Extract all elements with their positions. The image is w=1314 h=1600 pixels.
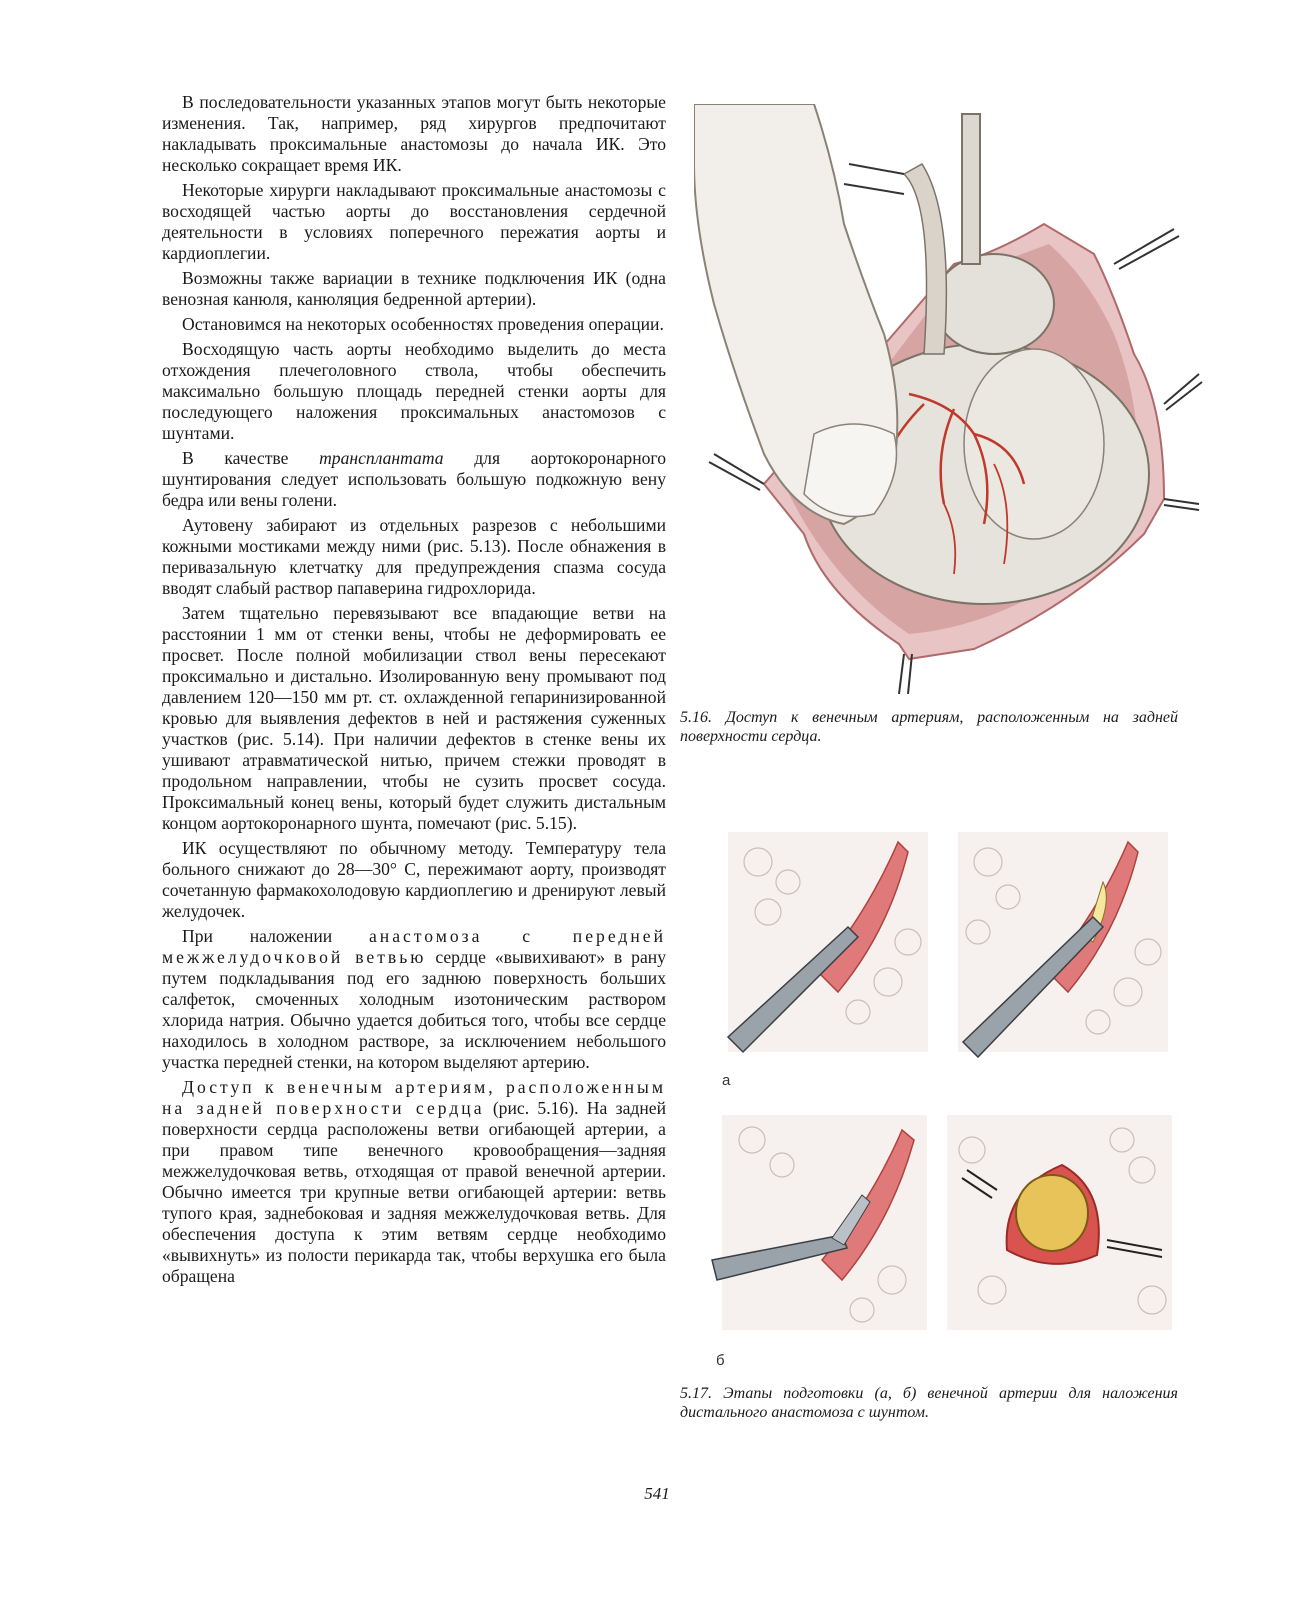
figure-caption: 5.16. Доступ к венечным артериям, расположенным на задней поверхности сердца. (680, 709, 1178, 745)
subfigure-label-a: а (722, 1072, 731, 1089)
subfigure-label-b: б (716, 1352, 725, 1369)
paragraph: В последовательности указанных этапов могут быть некоторые изменения. Так, например, ряд хирургов предпочитают накладывать проксимальные анастомозы до начала ИК. Это несколько сокращает время ИК. (162, 92, 666, 175)
paragraph: Остановимся на некоторых особенностях проведения операции. (182, 314, 664, 334)
figure-artery-preparation-b (702, 1110, 1188, 1340)
text-run: сердце «вывихивают» в рану путем подкладывания под его заднюю поверхность больших салфеток, смоченных холодным изотоническим раствором хлорида натрия. Обычно удается добиться того, чтобы все сердце находилось в холодном растворе, за исключением небольшого участка передней стенки, на котором выделяют артерию. (162, 947, 666, 1072)
paragraph: Аутовену забирают из отдельных разрезов с небольшими кожными мостиками между ними (рис. 5.13). После обнажения в перивазальную клетчатку для предупреждения спазма сосуда вводят слабый раствор папаверина гидрохлорида. (162, 515, 666, 598)
spaced-heading: Доступ к венечным артериям, расположенным на задней поверхности сердца (162, 1077, 666, 1118)
figure-heart-illustration (694, 104, 1214, 694)
body-text (162, 92, 666, 1291)
page-number: 541 (644, 1484, 670, 1503)
text-run: При наложении (182, 926, 369, 946)
figure-caption: 5.17. Этапы подготовки (а, б) венечной артерии для наложения дистального анастомоза с шунтом. (680, 1385, 1178, 1421)
italic-term: трансплантата (319, 448, 444, 468)
paragraph (162, 448, 666, 511)
text-run: для аортокоронарного шунтирования следует использовать большую подкожную вену бедра или вены голени. (162, 448, 666, 510)
paragraph: Восходящую часть аорты необходимо выделить до места отхождения плечеголовного ствола, чтобы обеспечить максимально большую площадь передней стенки аорты для последующего наложения проксимальных анастомозов с шунтами. (162, 339, 666, 443)
artery-incision-illustration-a (708, 822, 1188, 1072)
artery-incision-illustration-b (702, 1110, 1188, 1340)
paragraph: Затем тщательно перевязывают все впадающие ветви на расстоянии 1 мм от стенки вены, чтобы не деформировать ее просвет. После полной мобилизации ствол вены пересекают проксимально и дистально. Изолированную вену промывают под давлением 120—150 мм рт. ст. охлажденной гепаринизированной кровью для выявления дефектов в ней и растяжения суженных участков (рис. 5.14). При наличии дефектов в стенке вены их ушивают атравматической нитью, причем стежки проводят в продольном направлении, чтобы не сузить просвет сосуда. Проксимальный конец вены, который будет служить дистальным концом аортокоронарного шунта, помечают (рис. 5.15). (162, 603, 666, 833)
paragraph (162, 1077, 666, 1287)
paragraph: ИК осуществляют по обычному методу. Температуру тела больного снижают до 28—30° С, пережимают аорту, производят сочетанную фармакохолодовую кардиоплегию и дренируют левый желудочек. (162, 838, 666, 921)
paragraph (162, 926, 666, 1073)
figure-artery-preparation (708, 822, 1188, 1072)
spaced-term: анастомоза с передней межжелудочковой ветвью (162, 926, 666, 967)
paragraph: Возможны также вариации в технике подключения ИК (одна венозная канюля, канюляция бедренной артерии). (162, 268, 666, 309)
heart-surgery-illustration (694, 104, 1214, 694)
paragraph: Некоторые хирурги накладывают проксимальные анастомозы с восходящей частью аорты до восстановления сердечной деятельности в условиях поперечного пережатия аорты и кардиоплегии. (162, 180, 666, 263)
text-run: (рис. 5.16). На задней поверхности сердца расположены ветви огибающей артерии, а при правом типе венечного кровообращения—задняя межжелудочковая ветвь, отходящая от правой венечной артерии. Обычно имеется три крупные ветви огибающей артерии: ветвь тупого края, заднебоковая и задняя межжелудочковая ветвь. Для обеспечения доступа к этим ветвям сердце необходимо «вывихнуть» из полости перикарда так, чтобы верхушка его была обращена (162, 1098, 666, 1286)
text-run: В качестве (182, 448, 320, 468)
